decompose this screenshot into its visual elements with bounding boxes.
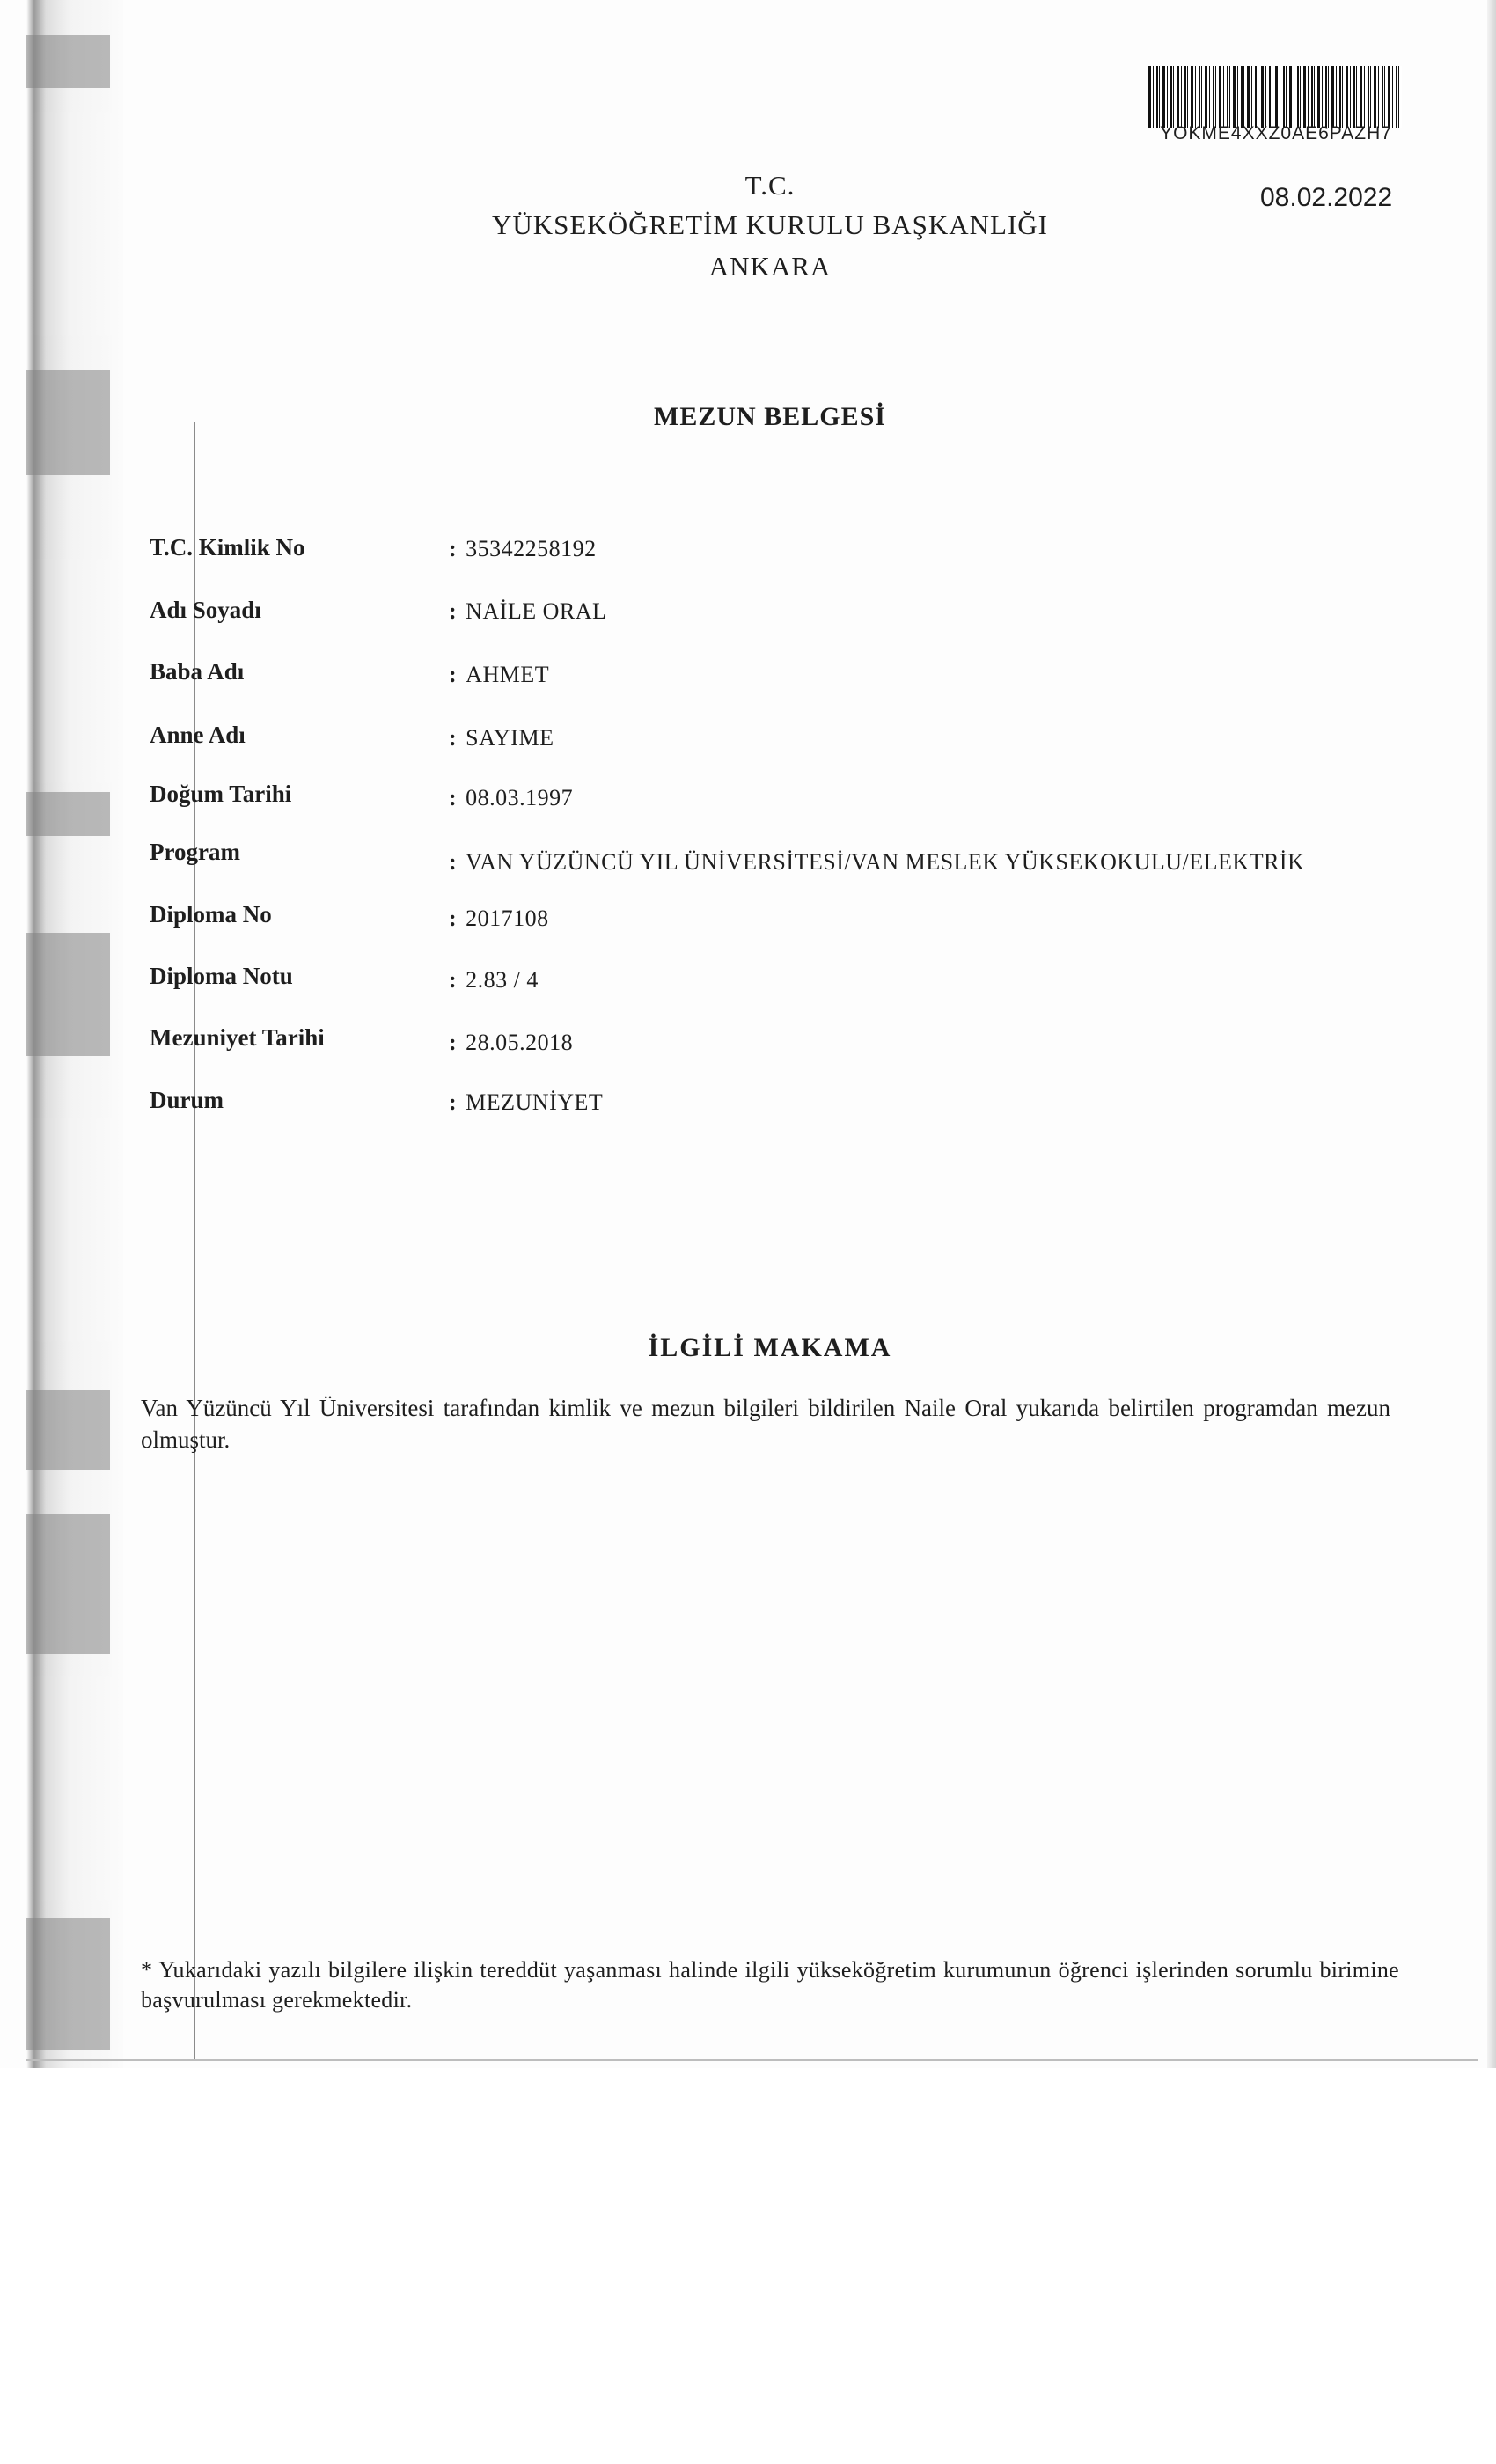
value-text: 2.83 / 4 [466, 967, 539, 993]
field-label-baba-adi: Baba Adı [150, 658, 245, 685]
footnote: * Yukarıdaki yazılı bilgilere ilişkin tereddüt yaşanması halinde ilgili yükseköğretim kurumunun öğrenci işlerinden sorumlu birimine başvurulması gerekmektedir. [141, 1957, 1399, 2013]
value-text: NAİLE ORAL [466, 598, 607, 624]
field-value-mezuniyet-tarihi [449, 1030, 573, 1056]
field-value-adi-soyadi [449, 598, 606, 625]
field-label-durum: Durum [150, 1087, 224, 1113]
scan-shadow-left [26, 0, 123, 2068]
field-label-mezuniyet-tarihi: Mezuniyet Tarihi [150, 1024, 325, 1051]
field-value-anne-adi [449, 725, 554, 752]
field-value-baba-adi [449, 662, 549, 688]
field-value-diploma-no [449, 906, 549, 932]
barcode [1148, 66, 1402, 128]
separator: : [449, 598, 458, 624]
value-text: VAN YÜZÜNCÜ YIL ÜNİVERSİTESİ/VAN MESLEK YÜKSEKOKULU/ELEKTRİK [466, 849, 1305, 875]
separator: : [449, 785, 458, 810]
separator: : [449, 967, 458, 993]
field-label-dogum-tarihi: Doğum Tarihi [150, 781, 292, 807]
value-text: 28.05.2018 [466, 1030, 574, 1055]
scan-shadow-right [1487, 0, 1496, 2068]
separator: : [449, 536, 458, 561]
field-value-kimlik-no [449, 536, 597, 562]
notice-body: Van Yüzüncü Yıl Üniversitesi tarafından kimlik ve mezun bilgileri bildirilen Naile Oral yukarıda belirtilen programdan mezun olmuştur. [141, 1395, 1390, 1453]
field-label-program: Program [150, 839, 240, 865]
field-value-dogum-tarihi [449, 785, 573, 811]
separator: : [449, 1030, 458, 1055]
field-value-program [449, 849, 1304, 876]
notice-title: İLGİLİ MAKAMA [648, 1333, 892, 1362]
field-label-adi-soyadi: Adı Soyadı [150, 597, 261, 623]
value-text: 35342258192 [466, 536, 597, 561]
separator: : [449, 662, 458, 687]
separator: : [449, 1089, 458, 1115]
separator: : [449, 849, 458, 875]
scan-bottom-edge [26, 2059, 1478, 2061]
field-label-kimlik-no: T.C. Kimlik No [150, 534, 305, 561]
separator: : [449, 725, 458, 751]
header-line-2: YÜKSEKÖĞRETİM KURULU BAŞKANLIĞI [491, 209, 1049, 240]
value-text: MEZUNİYET [466, 1089, 604, 1115]
separator: : [449, 906, 458, 931]
value-text: AHMET [466, 662, 550, 687]
value-text: SAYIME [466, 725, 554, 751]
field-label-diploma-notu: Diploma Notu [150, 963, 293, 989]
document-date: 08.02.2022 [1260, 183, 1393, 212]
field-value-durum [449, 1089, 603, 1116]
header-line-3: ANKARA [708, 251, 832, 282]
header-line-1: T.C. [744, 170, 796, 201]
field-label-diploma-no: Diploma No [150, 901, 272, 928]
value-text: 08.03.1997 [466, 785, 574, 810]
field-label-anne-adi: Anne Adı [150, 722, 246, 748]
field-value-diploma-notu [449, 967, 539, 994]
value-text: 2017108 [466, 906, 549, 931]
document-title: MEZUN BELGESİ [654, 402, 886, 431]
barcode-code: YOKME4XXZ0AE6PAZH7 [1160, 123, 1392, 143]
